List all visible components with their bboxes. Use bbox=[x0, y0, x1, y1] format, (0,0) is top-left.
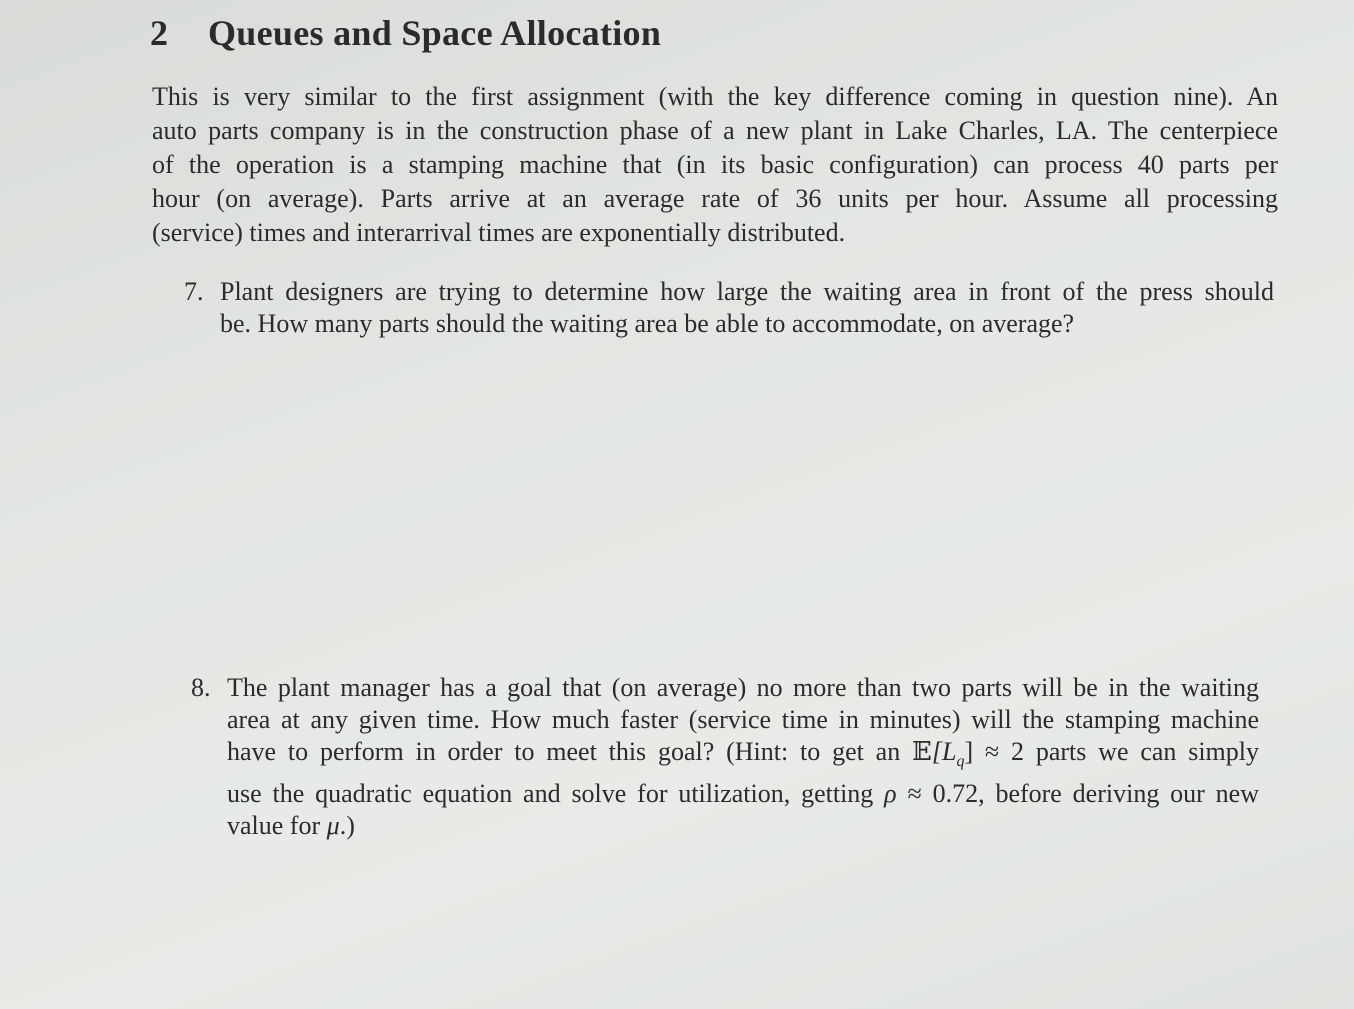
text-line: hour (on average). Parts arrive at an average rate of 36 units per hour. Assume all processing bbox=[152, 184, 1278, 213]
text-line: This is very similar to the first assignment (with the key difference coming in question nine). An bbox=[152, 82, 1278, 111]
text-line-hint bbox=[227, 736, 1259, 778]
text-line: of the operation is a stamping machine that (in its basic configuration) can process 40 parts per bbox=[152, 150, 1278, 179]
rho-symbol: ρ bbox=[884, 779, 897, 809]
section-number: 2 bbox=[150, 13, 169, 53]
question-number: 7. bbox=[184, 277, 204, 306]
text: value for bbox=[227, 811, 327, 841]
text-line: The plant manager has a goal that (on average) no more than two parts will be in the waiting bbox=[227, 673, 1259, 702]
question-7 bbox=[184, 276, 1274, 340]
section-title: Queues and Space Allocation bbox=[208, 13, 662, 53]
question-8 bbox=[191, 672, 1260, 842]
section-heading bbox=[150, 12, 661, 54]
text: ≈ 0.72, before deriving our new bbox=[896, 779, 1259, 809]
text-line: auto parts company is in the construction phase of a new plant in Lake Charles, LA. The centerpiece bbox=[152, 116, 1278, 145]
mu-symbol: μ bbox=[326, 811, 340, 841]
text-line: area at any given time. How much faster (service time in minutes) will the stamping machine bbox=[227, 705, 1259, 734]
text: ] ≈ 2 parts we can simply bbox=[964, 737, 1260, 766]
text-line bbox=[227, 778, 1259, 810]
text: use the quadratic equation and solve for utilization, getting bbox=[227, 779, 885, 809]
text-line: (service) times and interarrival times are exponentially distributed. bbox=[152, 218, 846, 247]
text-line: Plant designers are trying to determine how large the waiting area in front of the press should bbox=[220, 277, 1274, 306]
text: have to perform in order to meet this goal? (Hint: to get an bbox=[227, 737, 913, 766]
text-line bbox=[227, 810, 1259, 842]
question-number: 8. bbox=[191, 673, 211, 702]
intro-paragraph bbox=[152, 80, 1278, 250]
math-subscript: q bbox=[956, 753, 965, 771]
text: .) bbox=[339, 811, 355, 841]
math-var: [L bbox=[931, 737, 957, 766]
expectation-symbol: 𝔼 bbox=[912, 737, 932, 766]
text-line: be. How many parts should the waiting area be able to accommodate, on average? bbox=[220, 309, 1075, 338]
